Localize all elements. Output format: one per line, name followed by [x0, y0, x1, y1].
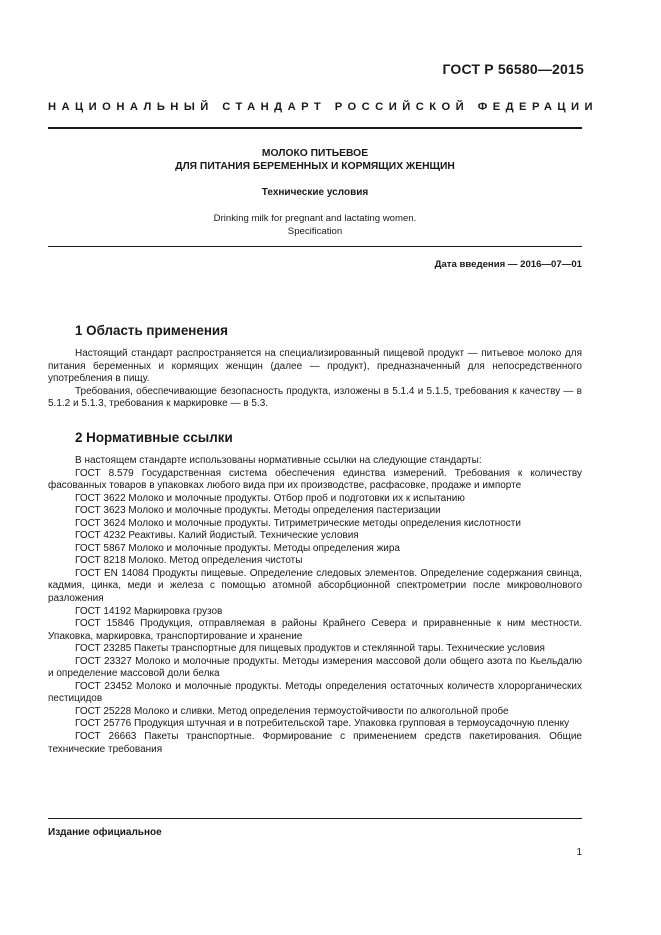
section-1-paragraph: Требования, обеспечивающие безопасность продукта, изложены в 5.1.4 и 5.1.5, требования к качеству — в 5.1.2 и 5.1.3, требования к маркировке — в 5.3. — [48, 385, 582, 410]
reference-item: ГОСТ 8.579 Государственная система обеспечения единства измерений. Требования к количеству фасованных товаров в упаковках любого вида при их производстве, расфасовке, продаже и импорте — [48, 467, 582, 492]
english-title — [48, 212, 582, 238]
reference-item: ГОСТ 3624 Молоко и молочные продукты. Титриметрические методы определения кислотности — [75, 517, 521, 529]
english-title-line-2: Specification — [287, 226, 343, 237]
reference-item: ГОСТ 8218 Молоко. Метод определения чистоты — [75, 555, 303, 567]
effective-date: Дата введения — 2016—07—01 — [434, 259, 582, 270]
reference-item: ГОСТ 3622 Молоко и молочные продукты. Отбор проб и подготовки их к испытанию — [75, 492, 465, 504]
reference-item: ГОСТ 4232 Реактивы. Калий йодистый. Технические условия — [75, 530, 359, 542]
section-1-body — [48, 348, 582, 411]
reference-item: ГОСТ 5867 Молоко и молочные продукты. Методы определения жира — [75, 542, 400, 554]
document-title — [48, 147, 582, 173]
reference-item: ГОСТ 26663 Пакеты транспортные. Формирование с применением средств пакетирования. Общие технические требования — [48, 731, 582, 755]
section-1-paragraph: Настоящий стандарт распространяется на специализированный пищевой продукт — питьевое молоко для питания беременных и кормящих женщин (далее — продукт), предназначенный для непосредственного употребления в пищу. — [48, 348, 582, 385]
references-intro: В настоящем стандарте использованы нормативные ссылки на следующие стандарты: — [75, 455, 482, 466]
reference-item: ГОСТ 23327 Молоко и молочные продукты. Методы измерения массовой доли общего азота по Кьельдалю и определение массовой доли белка — [48, 655, 582, 680]
reference-item: ГОСТ 23452 Молоко и молочные продукты. Методы определения остаточных количеств хлорорганических пестицидов — [48, 680, 582, 705]
national-standard-banner: НАЦИОНАЛЬНЫЙ СТАНДАРТ РОССИЙСКОЙ ФЕДЕРАЦИИ — [48, 101, 599, 113]
title-line-1: МОЛОКО ПИТЬЕВОЕ — [261, 148, 369, 159]
footer-rule — [48, 818, 582, 819]
english-title-line-1: Drinking milk for pregnant and lactating women. — [213, 213, 417, 224]
reference-item: ГОСТ 25228 Молоко и сливки. Метод определения термоустойчивости по алкогольной пробе — [75, 705, 509, 717]
section-2-body — [48, 455, 582, 756]
edition-label: Издание официальное — [48, 827, 162, 838]
page-number: 1 — [576, 847, 582, 858]
section-2-heading: 2 Нормативные ссылки — [75, 430, 233, 445]
document-subtitle: Технические условия — [261, 187, 369, 198]
title-line-2: ДЛЯ ПИТАНИЯ БЕРЕМЕННЫХ И КОРМЯЩИХ ЖЕНЩИН — [175, 161, 455, 172]
title-rule — [48, 246, 582, 247]
reference-item: ГОСТ 14192 Маркировка грузов — [75, 605, 223, 617]
section-1-heading: 1 Область применения — [75, 323, 228, 338]
reference-item: ГОСТ EN 14084 Продукты пищевые. Определение следовых элементов. Определение содержания свинца, кадмия, цинка, меди и железа с помощью атомной абсорбционной спектрометрии после микроволнового разложения — [48, 567, 582, 605]
reference-item: ГОСТ 3623 Молоко и молочные продукты. Методы определения пастеризации — [75, 505, 441, 517]
reference-item: ГОСТ 23285 Пакеты транспортные для пищевых продуктов и стеклянной тары. Технические условия — [75, 643, 545, 655]
document-number: ГОСТ Р 56580—2015 — [442, 61, 584, 77]
header-rule — [48, 127, 582, 129]
reference-item: ГОСТ 15846 Продукция, отправляемая в районы Крайнего Севера и приравненные к ним местности. Упаковка, маркировка, транспортирование и хранение — [48, 618, 582, 642]
reference-item: ГОСТ 25776 Продукция штучная и в потребительской таре. Упаковка групповая в термоусадочную пленку — [75, 718, 570, 730]
